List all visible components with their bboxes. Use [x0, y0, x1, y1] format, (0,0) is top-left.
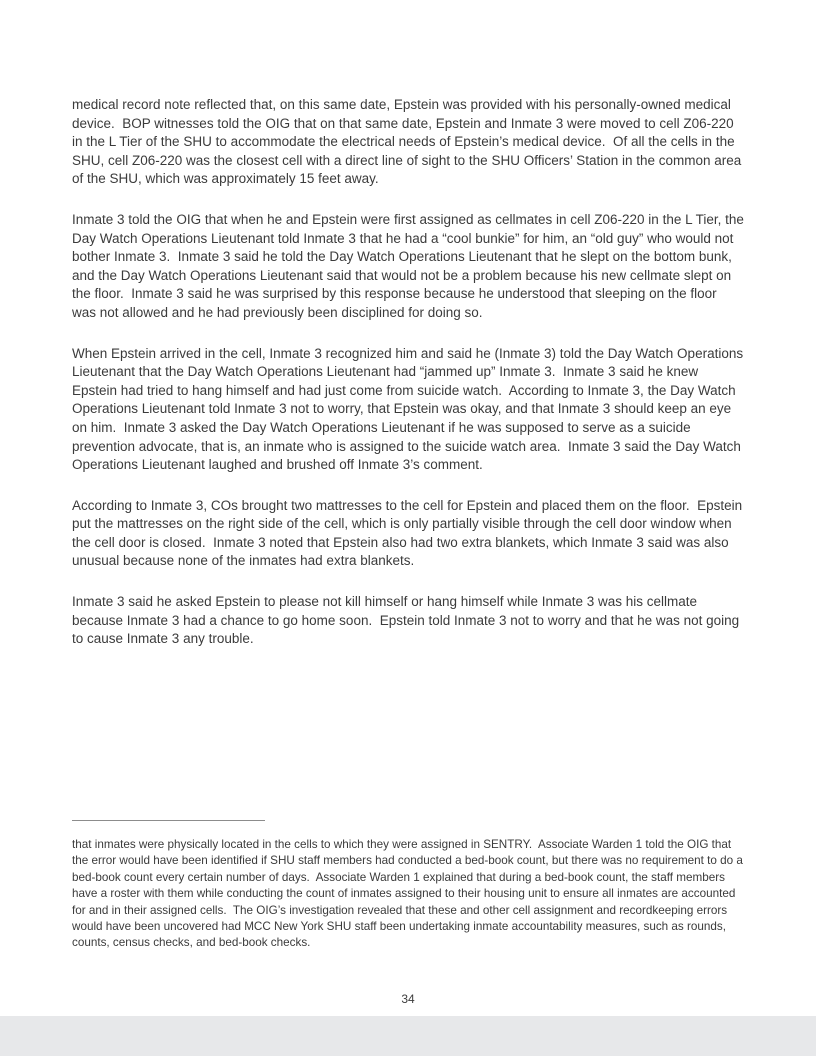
- body-paragraph: Inmate 3 said he asked Epstein to please not kill himself or hang himself while Inmate 3 was his cellmate because Inmate 3 had a chance to go home soon. Epstein told Inmate 3 not to worry and that he was not going to cause Inmate 3 any trouble.: [72, 594, 743, 647]
- body-paragraph: medical record note reflected that, on this same date, Epstein was provided with his personally-owned medical device. BOP witnesses told the OIG that on that same date, Epstein and Inmate 3 were moved to cell Z06-220 in the L Tier of the SHU to accommodate the electrical needs of Epstein’s medical device. Of all the cells in the SHU, cell Z06-220 was the closest cell with a direct line of sight to the SHU Officers’ Station in the common area of the SHU, which was approximately 15 feet away.: [72, 97, 746, 187]
- body-paragraph: Inmate 3 told the OIG that when he and Epstein were first assigned as cellmates in cell Z06-220 in the L Tier, the Day Watch Operations Lieutenant told Inmate 3 that he had a “cool bunkie” for him, an “old guy” who would not bother Inmate 3. Inmate 3 said he told the Day Watch Operations Lieutenant that he slept on the bottom bunk, and the Day Watch Operations Lieutenant said that would not be a problem because his new cellmate slept on the floor. Inmate 3 said he was surprised by this response because he understood that sleeping on the floor was not allowed and he had previously been disciplined for doing so.: [72, 211, 748, 320]
- body-paragraph: When Epstein arrived in the cell, Inmate 3 recognized him and said he (Inmate 3) told the Day Watch Operations Lieutenant that the Day Watch Operations Lieutenant had “jammed up” Inmate 3. Inmate 3 said he knew Epstein had tried to hang himself and had just come from suicide watch. According to Inmate 3, the Day Watch Operations Lieutenant told Inmate 3 not to worry, that Epstein was okay, and that Inmate 3 should keep an eye on him. Inmate 3 asked the Day Watch Operations Lieutenant if he was supposed to serve as a suicide prevention advocate, that is, an inmate who is assigned to the suicide watch area. Inmate 3 said the Day Watch Operations Lieutenant laughed and brushed off Inmate 3’s comment.: [72, 345, 747, 473]
- page-number: 34: [401, 992, 415, 1006]
- footnote-separator: [72, 820, 265, 821]
- footer-bar: [0, 1016, 816, 1056]
- body-paragraph: According to Inmate 3, COs brought two mattresses to the cell for Epstein and placed them on the floor. Epstein put the mattresses on the right side of the cell, which is only partially visible through the cell door window when the cell door is closed. Inmate 3 noted that Epstein also had two extra blankets, which Inmate 3 said was also unusual because none of the inmates had extra blankets.: [72, 497, 746, 569]
- footnote-text: that inmates were physically located in the cells to which they were assigned in SENTRY. Associate Warden 1 told the OIG that the error would have been identified if SHU staff members had conducted a bed-book count, but there was no requirement to do a bed-book count every certain number of days. Associate Warden 1 explained that during a bed-book count, the staff members have a roster with them while conducting the count of inmates assigned to their housing unit to ensure all inmates are accounted for and in their assigned cells. The OIG’s investigation revealed that these and other cell assignment and recordkeeping errors would have been uncovered had MCC New York SHU staff been undertaking inmate accountability measures, such as rounds, counts, census checks, and bed-book checks.: [72, 838, 747, 950]
- body-text: [72, 96, 748, 671]
